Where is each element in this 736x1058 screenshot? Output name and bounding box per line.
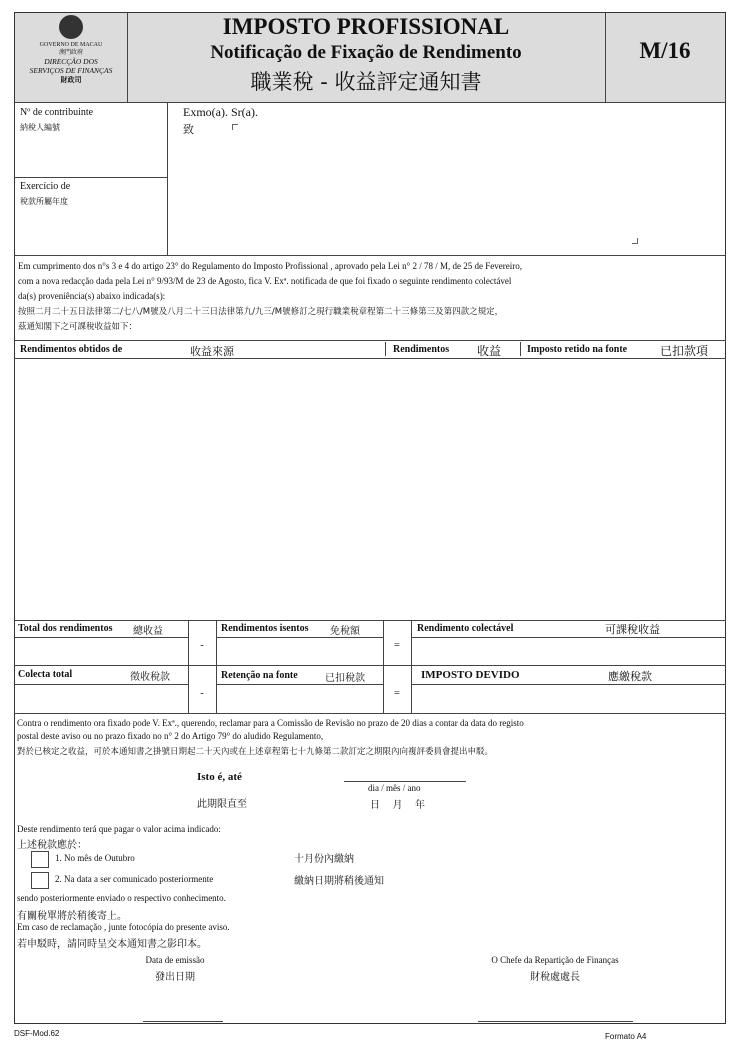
intro-text-zh: 按照二月二十五日法律第二/七八/M號及八月二十三日法律第九/九三/M號修訂之現行職業稅章程第二十三條第三及第四款之規定，: [18, 307, 504, 317]
option-october-label: 1. No mês de Outubro: [55, 853, 135, 863]
claim-text-zh: 對於已核定之收益，可於本通知書之掛號日期起二十天內或在上述章程第七十九條第二款訂定之期限內向複評委員會提出申駁。: [17, 747, 494, 757]
option-october-checkbox[interactable]: [31, 851, 49, 868]
col-header-withheld-zh: 已扣款項: [660, 344, 709, 358]
total-collection-field[interactable]: [15, 685, 187, 712]
col-header-source-zh: 收益來源: [190, 346, 234, 358]
equals-sign: =: [394, 688, 400, 699]
tax-due-label-zh: 應繳稅款: [608, 671, 652, 683]
logo-line: DIRECÇÃO DOS: [44, 57, 98, 66]
logo: [15, 13, 127, 85]
intro-text: com a nova redacção dada pela Lei n° 9/93/M de 23 de Agosto, fica V. Exª. notificada de que foi fixado o seguinte rendimento colectável: [18, 276, 512, 286]
col-header-income-zh: 收益: [477, 344, 502, 358]
paper-format: Formato A4: [605, 1032, 647, 1041]
taxpayer-number-field[interactable]: [14, 134, 167, 176]
deadline-date-field[interactable]: [344, 781, 466, 782]
issue-date-field[interactable]: [143, 1021, 223, 1022]
exempt-income-field[interactable]: [217, 638, 382, 664]
form-code: M/16: [639, 38, 691, 63]
date-format-label-zh: 日 月 年: [370, 800, 425, 811]
income-table-body[interactable]: [14, 359, 726, 620]
chief-label-zh: 財稅處處長: [530, 972, 580, 983]
address-window-corner: [232, 124, 238, 130]
chief-label: O Chefe da Repartição de Finanças: [491, 955, 619, 965]
chief-signature-field[interactable]: [478, 1021, 633, 1022]
taxable-income-label-zh: 可課稅收益: [605, 624, 660, 636]
copy-text: Em caso de reclamação , junte fotocópia do presente aviso.: [17, 922, 230, 932]
option-later-label-zh: 繳納日期將稍後通知: [294, 876, 384, 887]
receipt-text-zh: 有關稅單將於稍後寄上。: [17, 911, 127, 922]
date-format-label: dia / mês / ano: [368, 783, 421, 793]
deadline-label-zh: 此期限直至: [197, 799, 247, 810]
intro-text: da(s) proveniência(s) abaixo indicada(s):: [18, 291, 166, 301]
col-header-source: Rendimentos obtidos de: [20, 344, 123, 355]
exempt-income-label-zh: 免稅額: [330, 626, 360, 637]
addressee-label-zh: 致: [183, 124, 194, 136]
total-collection-label-zh: 徵收稅款: [130, 672, 170, 683]
form-model: DSF-Mod.62: [14, 1029, 60, 1038]
withholding-field[interactable]: [217, 685, 382, 712]
emblem-icon: [59, 15, 83, 39]
logo-line: SERVIÇOS DE FINANÇAS: [29, 66, 113, 75]
form-title: IMPOSTO PROFISSIONAL: [222, 14, 510, 39]
form-title-zh: 職業稅 - 收益評定通知書: [250, 70, 482, 94]
taxpayer-number-label: Nº de contribuinte: [20, 107, 94, 118]
tax-due-field[interactable]: [412, 685, 725, 712]
withholding-label: Retenção na fonte: [221, 670, 298, 681]
withholding-label-zh: 已扣稅款: [325, 673, 365, 684]
deadline-label: Isto é, até: [197, 771, 242, 783]
receipt-text: sendo posteriormente enviado o respectivo conhecimento.: [17, 893, 226, 903]
taxpayer-number-label-zh: 納稅人編號: [20, 123, 60, 132]
logo-line: 財政司: [60, 76, 82, 84]
tax-year-field[interactable]: [14, 208, 167, 254]
option-later-checkbox[interactable]: [31, 872, 49, 889]
claim-text: postal deste aviso ou no prazo fixado no n° 2 do Artigo 79° do aludido Regulamento,: [17, 731, 324, 741]
logo-line: GOVERNO DE MACAU: [39, 42, 103, 48]
copy-text-zh: 若申駁時，請同時呈交本通知書之影印本。: [17, 939, 207, 950]
taxable-income-field[interactable]: [412, 638, 725, 664]
form-subtitle: Notificação de Fixação de Rendimento: [210, 42, 522, 63]
total-collection-label: Colecta total: [18, 669, 73, 680]
total-income-label-zh: 總收益: [133, 626, 163, 637]
total-income-label: Total dos rendimentos: [18, 623, 113, 634]
col-header-withheld: Imposto retido na fonte: [527, 344, 628, 355]
issue-date-label: Data de emissão: [145, 955, 205, 965]
intro-text: Em cumprimento dos n°s 3 e 4 do artigo 23° do Regulamento do Imposto Profissional , aprovado pela Lei n° 2 / 78 / M, de 25 de Fevereiro,: [18, 261, 522, 271]
payment-text-zh: 上述稅款應於：: [17, 840, 87, 851]
option-october-label-zh: 十月份內繳納: [294, 854, 354, 865]
total-income-field[interactable]: [15, 638, 187, 664]
exempt-income-label: Rendimentos isentos: [221, 623, 309, 634]
minus-sign: -: [200, 688, 204, 699]
minus-sign: -: [200, 640, 204, 651]
option-later-label: 2. Na data a ser comunicado posteriormente: [55, 874, 214, 884]
logo-line: 澳門政府: [58, 50, 83, 56]
issue-date-label-zh: 發出日期: [155, 972, 195, 983]
address-window-corner: [632, 238, 638, 244]
payment-text: Deste rendimento terá que pagar o valor acima indicado:: [17, 824, 221, 834]
col-header-income: Rendimentos: [393, 344, 450, 355]
tax-year-label-zh: 稅款所屬年度: [20, 197, 68, 206]
equals-sign: =: [394, 640, 400, 651]
claim-text: Contra o rendimento ora fixado pode V. Exª., querendo, reclamar para a Comissão de Revisão no prazo de 20 dias a contar da data do registo: [17, 718, 524, 728]
addressee-label: Exmo(a). Sr(a).: [183, 105, 258, 119]
tax-year-label: Exercício de: [20, 181, 71, 192]
intro-text-zh: 茲通知閣下之可課稅收益如下：: [18, 322, 138, 332]
taxable-income-label: Rendimento colectável: [417, 623, 514, 634]
tax-due-label: IMPOSTO DEVIDO: [421, 669, 520, 681]
